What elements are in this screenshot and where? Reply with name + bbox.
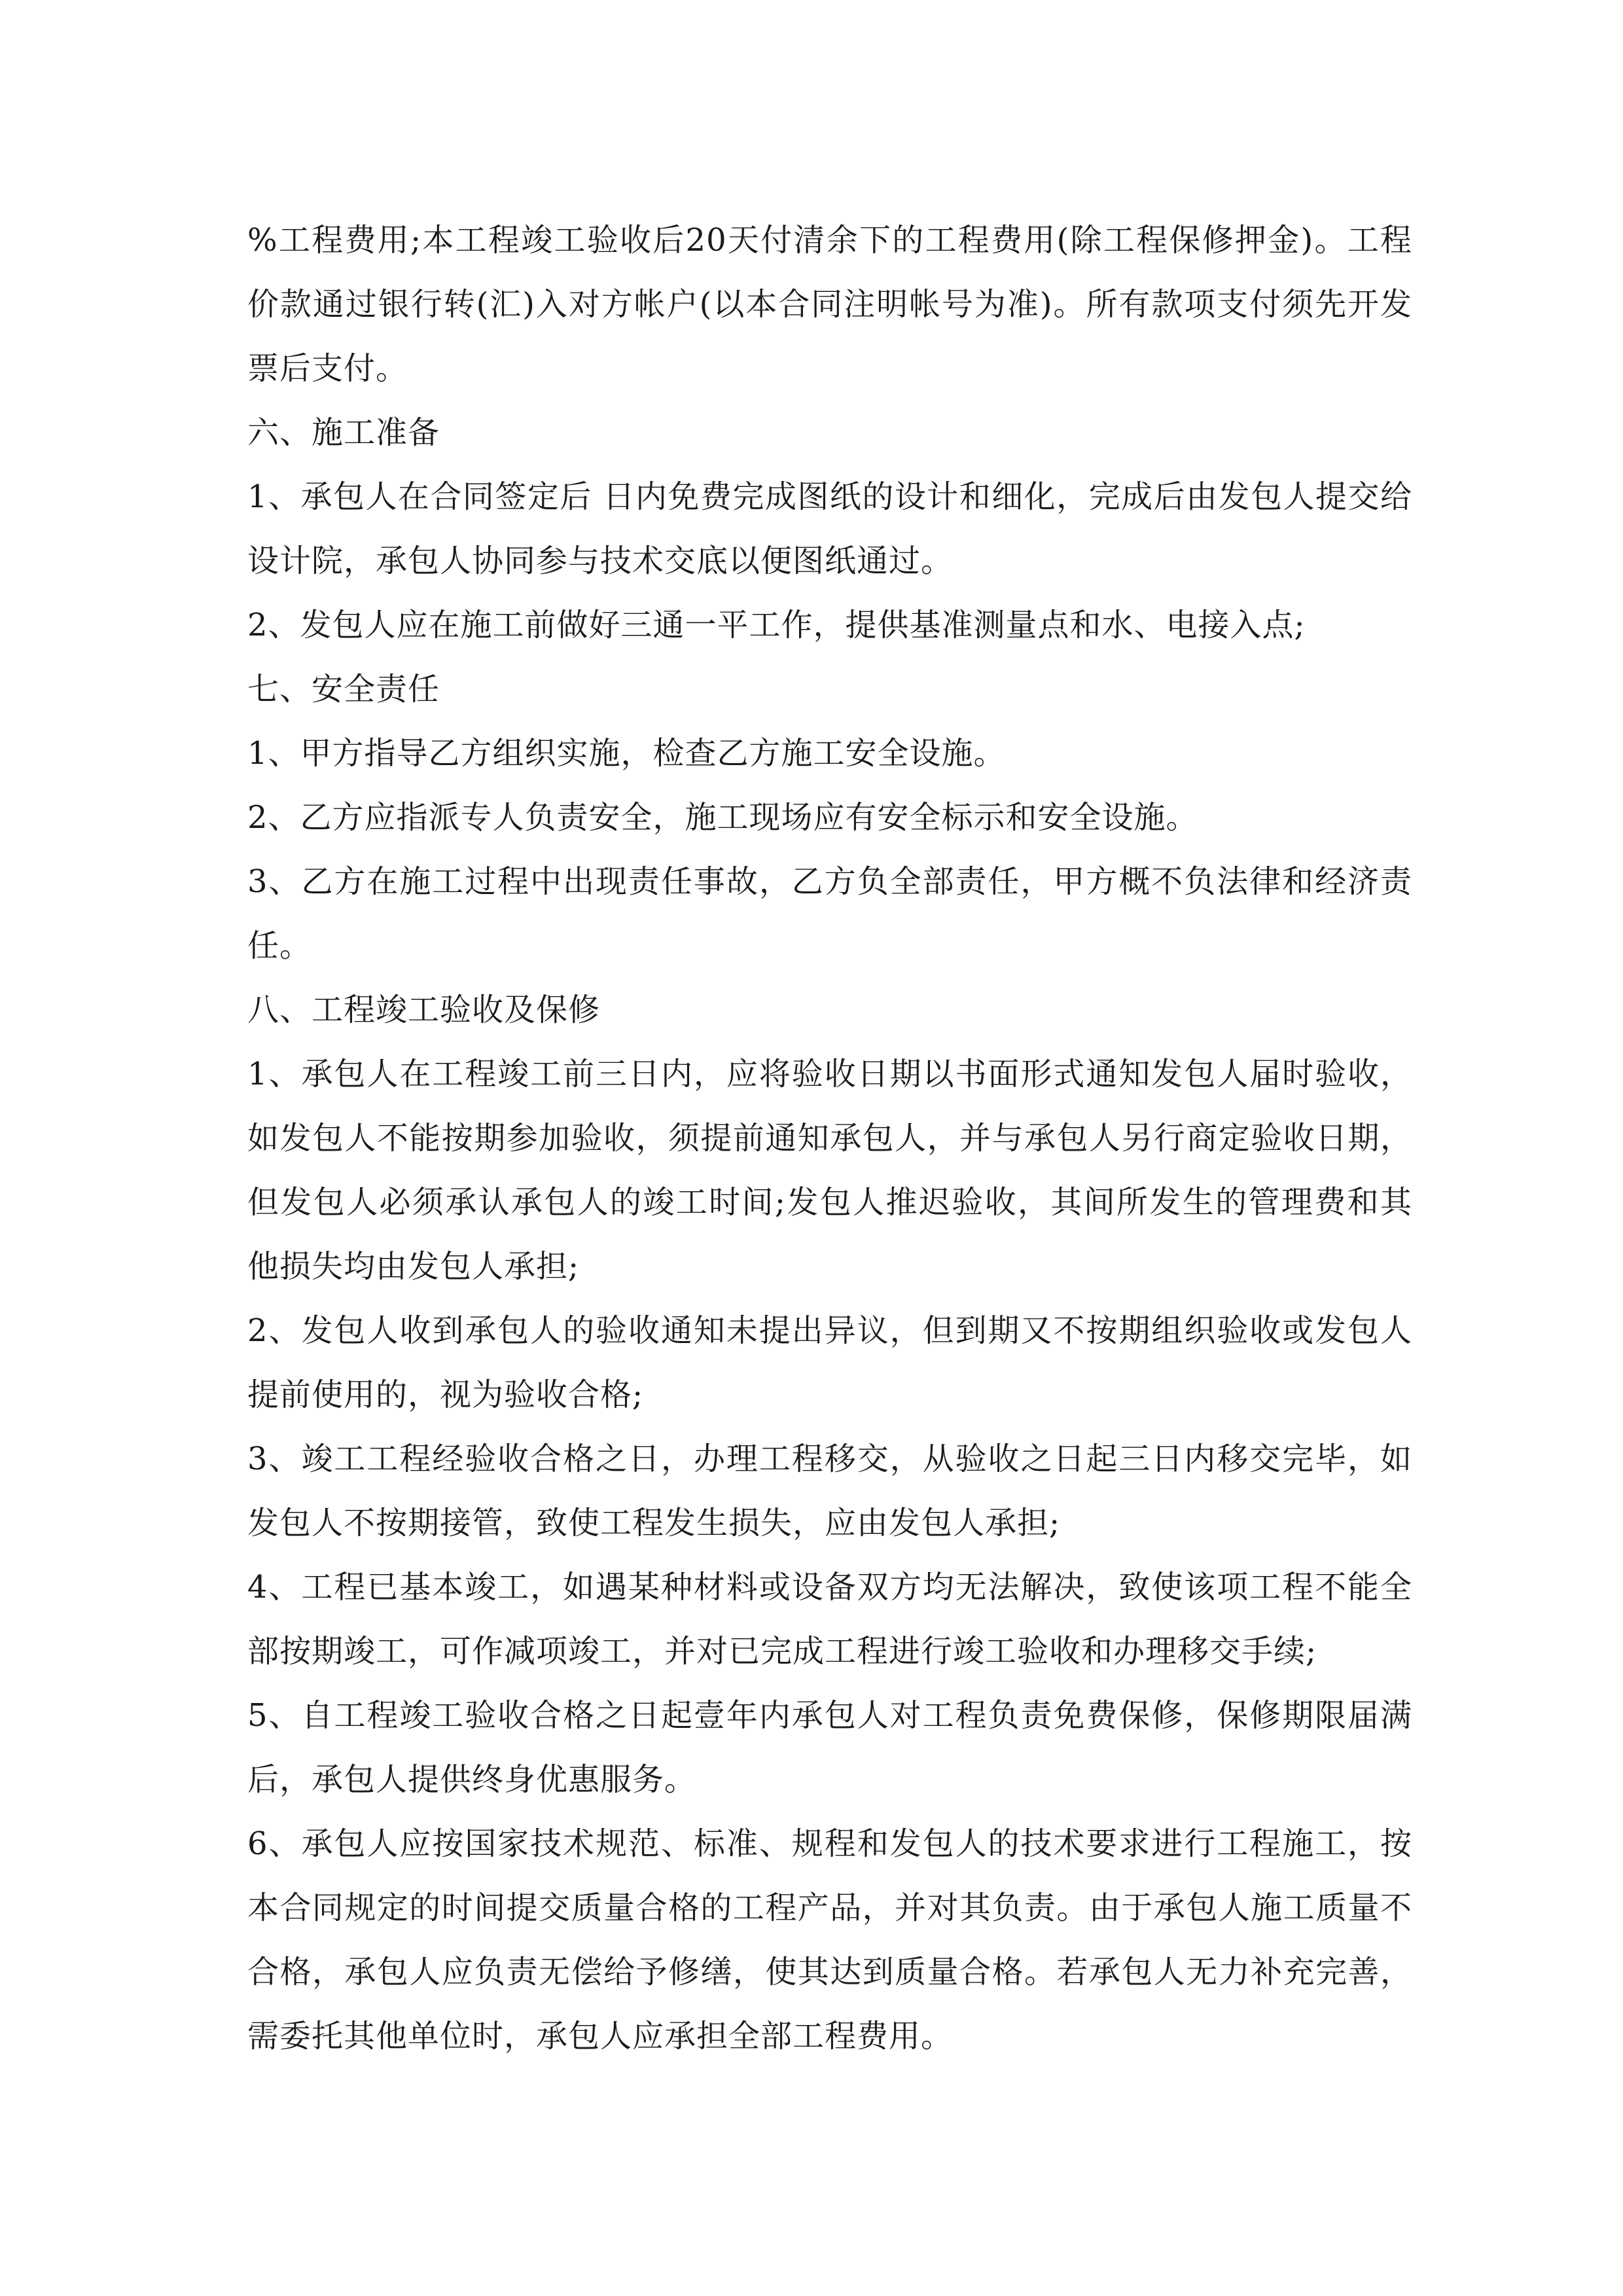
- clause-preparation-2: 2、发包人应在施工前做好三通一平工作，提供基准测量点和水、电接入点;: [247, 607, 1306, 643]
- clause-safety-2: 2、乙方应指派专人负责安全，施工现场应有安全标示和安全设施。: [247, 799, 1198, 836]
- clause-acceptance-5: 5、自工程竣工验收合格之日起壹年内承包人对工程负责免费保修，保修期限届满后，承包人提供终身优惠服务。: [247, 1697, 1412, 1798]
- section-heading-acceptance-warranty: 八、工程竣工验收及保修: [247, 992, 601, 1028]
- section-heading-construction-preparation: 六、施工准备: [247, 414, 440, 451]
- clause-acceptance-2: 2、发包人收到承包人的验收通知未提出异议，但到期又不按期组织验收或发包人提前使用的，视为验收合格;: [247, 1312, 1412, 1413]
- clause-acceptance-3: 3、竣工工程经验收合格之日，办理工程移交，从验收之日起三日内移交完毕，如发包人不按期接管，致使工程发生损失，应由发包人承担;: [247, 1441, 1412, 1541]
- clause-safety-1: 1、甲方指导乙方组织实施，检查乙方施工安全设施。: [247, 735, 1006, 772]
- clause-acceptance-4: 4、工程已基本竣工，如遇某种材料或设备双方均无法解决，致使该项工程不能全部按期竣工，可作减项竣工，并对已完成工程进行竣工验收和办理移交手续;: [247, 1569, 1412, 1670]
- clause-safety-3: 3、乙方在施工过程中出现责任事故，乙方负全部责任，甲方概不负法律和经济责任。: [247, 863, 1412, 964]
- payment-terms-paragraph: %工程费用;本工程竣工验收后20天付清余下的工程费用(除工程保修押金)。工程价款通过银行转(汇)入对方帐户(以本合同注明帐号为准)。所有款项支付须先开发票后支付。: [247, 222, 1412, 387]
- clause-acceptance-6: 6、承包人应按国家技术规范、标准、规程和发包人的技术要求进行工程施工，按本合同规定的时间提交质量合格的工程产品，并对其负责。由于承包人施工质量不合格，承包人应负责无偿给予修缮，使其达到质量合格。若承包人无力补充完善，需委托其他单位时，承包人应承担全部工程费用。: [247, 1825, 1412, 2054]
- clause-acceptance-1: 1、承包人在工程竣工前三日内，应将验收日期以书面形式通知发包人届时验收，如发包人不能按期参加验收，须提前通知承包人，并与承包人另行商定验收日期，但发包人必须承认承包人的竣工时间;发包人推迟验收，其间所发生的管理费和其他损失均由发包人承担;: [247, 1056, 1412, 1285]
- section-heading-safety-responsibility: 七、安全责任: [247, 671, 440, 708]
- clause-preparation-1: 1、承包人在合同签定后 日内免费完成图纸的设计和细化，完成后由发包人提交给设计院，承包人协同参与技术交底以便图纸通过。: [247, 478, 1412, 579]
- document-page: [247, 208, 1412, 2068]
